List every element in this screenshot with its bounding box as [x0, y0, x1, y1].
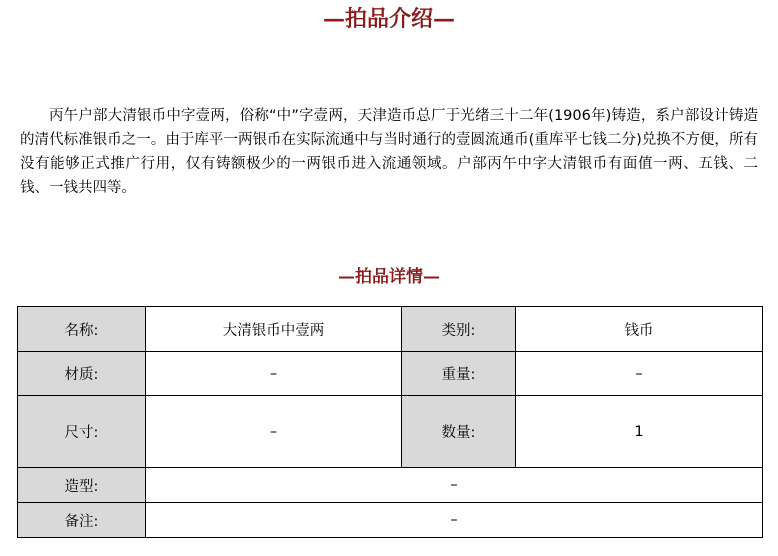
material-value: – — [146, 352, 402, 396]
shape-value: – — [146, 468, 763, 503]
weight-label: 重量: — [402, 352, 516, 396]
quantity-value: 1 — [516, 396, 763, 468]
quantity-label: 数量: — [402, 396, 516, 468]
details-row-name — [18, 307, 763, 352]
size-value: – — [146, 396, 402, 468]
category-value: 钱币 — [516, 307, 763, 352]
name-label: 名称: — [18, 307, 146, 352]
details-row-size — [18, 396, 763, 468]
shape-label: 造型: — [18, 468, 146, 503]
details-row-note — [18, 503, 763, 538]
name-value: 大清银币中壹两 — [146, 307, 402, 352]
details-row-material — [18, 352, 763, 396]
intro-section-title: —拍品介绍— — [322, 6, 455, 32]
details-table — [17, 306, 763, 538]
details-section-title: —拍品详情— — [338, 267, 440, 287]
category-label: 类别: — [402, 307, 516, 352]
note-label: 备注: — [18, 503, 146, 538]
details-row-shape — [18, 468, 763, 503]
note-value: – — [146, 503, 763, 538]
weight-value: – — [516, 352, 763, 396]
size-label: 尺寸: — [18, 396, 146, 468]
material-label: 材质: — [18, 352, 146, 396]
intro-paragraph: 丙午户部大清银币中字壹两，俗称“中”字壹两，天津造币总厂于光绪三十二年(1906年)铸造，系户部设计铸造的清代标准银币之一。由于库平一两银币在实际流通中与当时通行的壹圆流通币(重库平七钱二分)兑换不方便，所有没有能够正式推广行用，仅有铸额极少的一两银币进入流通领域。户部丙午中字大清银币有面值一两、五钱、二钱、一钱共四等。 — [20, 108, 758, 196]
